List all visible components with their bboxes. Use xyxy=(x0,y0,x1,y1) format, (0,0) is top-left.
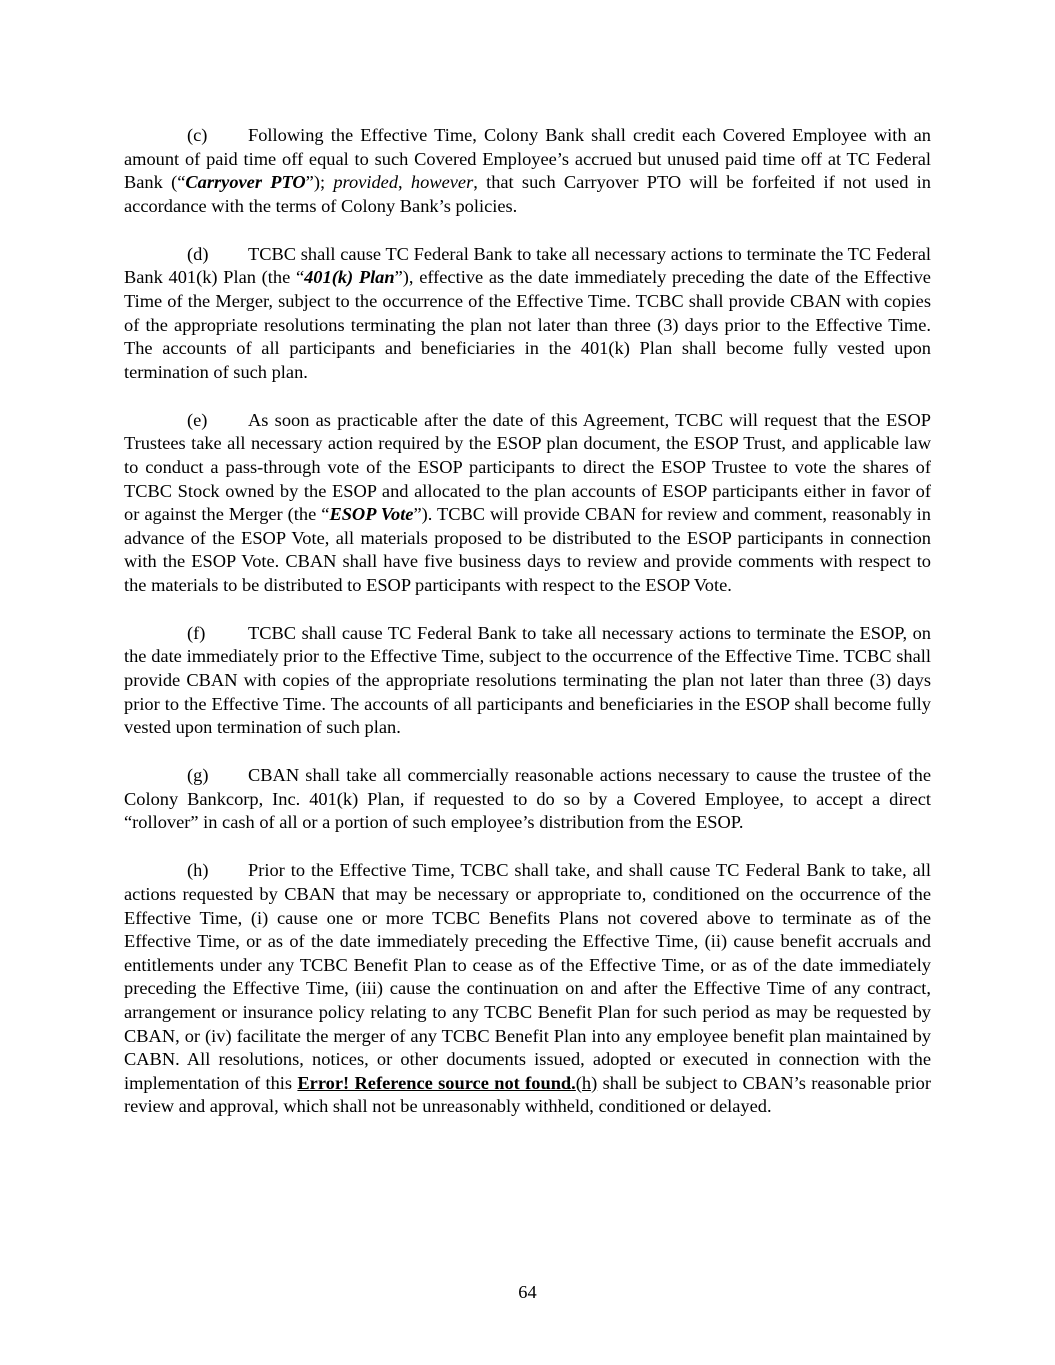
paragraph-label: (e) xyxy=(187,409,208,430)
paragraph-f: (f) TCBC shall cause TC Federal Bank to take all necessary actions to terminate the ESOP, on the date immediately prior to the Effective Time, subject to the occurrence of the Effective Time. TCBC shall provide CBAN with copies of the appropriate resolutions terminating the plan not later than three (3) days prior to the Effective Time. The accounts of all participants and beneficiaries in the ESOP shall become fully vested upon termination of such plan. xyxy=(124,622,931,738)
defined-term: ESOP Vote xyxy=(329,504,414,525)
paragraph-label: (d) xyxy=(187,243,209,264)
paragraph-c: (c) Following the Effective Time, Colony Bank shall credit each Covered Employee with an amount of paid time off equal to such Covered Employee’s accrued but unused paid time off at TC Federal Bank (“Carryover PTO”); provided, however, that such Carryover PTO will be forfeited if not used in accordance with the terms of Colony Bank’s policies. xyxy=(124,125,931,216)
defined-term: Carryover PTO xyxy=(185,172,306,193)
paragraph-g: (g) CBAN shall take all commercially reasonable actions necessary to cause the trustee of the Colony Bankcorp, Inc. 401(k) Plan, if requested to do so by a Covered Employee, to accept a direct “rollover” in cash of all or a portion of such employee’s distribution from the ESOP. xyxy=(124,765,931,833)
paragraph-label: (f) xyxy=(187,622,206,643)
defined-term: 401(k) Plan xyxy=(304,267,395,288)
document-page xyxy=(124,124,931,1143)
paragraph-label: (c) xyxy=(187,125,208,145)
paragraph-h: (h) Prior to the Effective Time, TCBC shall take, and shall cause TC Federal Bank to take, all actions requested by CBAN that may be necessary or appropriate to, conditioned on the occurrence of the Effective Time, (i) cause one or more TCBC Benefits Plans not covered above to terminate as of the Effective Time, or as of the date immediately preceding the Effective Time, (ii) cause benefit accruals and entitlements under any TCBC Benefit Plan to cease as of the Effective Time, or as of the date immediately preceding the Effective Time, (iii) cause the continuation on and after the Effective Time of any contract, arrangement or insurance policy relating to any TCBC Benefit Plan for such period as may be requested by CBAN, or (iv) facilitate the merger of any TCBC Benefit Plan into any employee benefit plan maintained by CABN. All resolutions, notices, or other documents issued, adopted or executed in connection with the implementation of this Error! Reference source not found.(h) shall be subject to CBAN’s reasonable prior review and approval, which shall not be unreasonably withheld, conditioned or delayed. xyxy=(124,860,931,1117)
paragraph-label: (g) xyxy=(187,765,209,786)
paragraph-e: (e) As soon as practicable after the date of this Agreement, TCBC will request that the ESOP Trustees take all necessary action required by the ESOP plan document, the ESOP Trust, and applicable law to conduct a pass-through vote of the ESOP participants to direct the ESOP Trustee to vote the shares of TCBC Stock owned by the ESOP and allocated to the plan accounts of ESOP participants either in favor of or against the Merger (the “ESOP Vote”). TCBC will provide CBAN for review and comment, reasonably in advance of the ESOP Vote, all materials proposed to be distributed to the ESOP participants in connection with the ESOP Vote. CBAN shall have five business days to review and provide comments with respect to the materials to be distributed to ESOP participants with respect to the ESOP Vote. xyxy=(124,409,931,595)
section-reference-link[interactable]: (h) xyxy=(575,1072,598,1093)
paragraph-d: (d) TCBC shall cause TC Federal Bank to take all necessary actions to terminate the TC Federal Bank 401(k) Plan (the “401(k) Plan”), effective as the date immediately preceding the date of the Effective Time of the Merger, subject to the occurrence of the Effective Time. TCBC shall provide CBAN with copies of the appropriate resolutions terminating the plan not later than three (3) days prior to the Effective Time. The accounts of all participants and beneficiaries in the 401(k) Plan shall become fully vested upon termination of such plan. xyxy=(124,243,931,382)
page-number: 64 xyxy=(518,1282,537,1302)
paragraph-label: (h) xyxy=(187,860,209,881)
error-reference: Error! Reference source not found. xyxy=(297,1072,576,1093)
